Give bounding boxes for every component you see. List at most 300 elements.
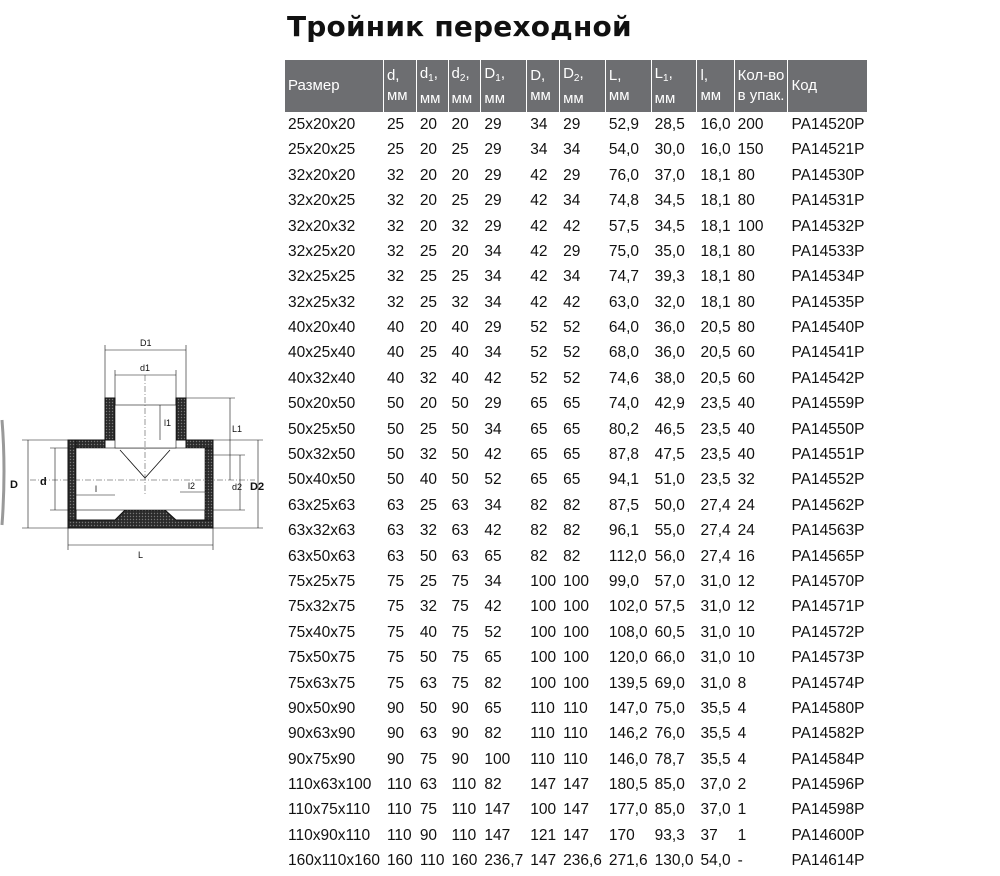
table-cell: 27,4: [700, 496, 731, 514]
table-cell: 82: [530, 522, 548, 540]
table-cell: 40: [737, 420, 755, 438]
column-header-suffix: ,: [395, 67, 400, 84]
table-cell: PA14534P: [791, 268, 865, 286]
table-cell: PA14600P: [791, 826, 865, 844]
table-cell: 85,0: [654, 801, 685, 819]
table-cell: 29: [484, 141, 502, 159]
table-cell: 50x40x50: [288, 471, 356, 489]
table-cell: 40x32x40: [288, 369, 356, 387]
table-cell: PA14521P: [791, 141, 865, 159]
table-cell: 32: [451, 217, 469, 235]
table-row: [285, 620, 867, 645]
table-cell: 29: [484, 115, 502, 133]
table-cell: 120,0: [608, 649, 648, 667]
table-cell: 110: [530, 699, 555, 717]
column-header-suffix: ,: [465, 64, 470, 82]
column-header-unit: мм: [386, 87, 408, 104]
table-cell: 56,0: [654, 547, 685, 565]
label-l2: l2: [188, 481, 196, 491]
column-header-suffix: ,: [500, 64, 505, 82]
table-cell: 65: [530, 420, 548, 438]
column-header-suffix: ,: [541, 67, 546, 84]
column-header-suffix: ,: [703, 67, 708, 84]
table-cell: 57,5: [654, 598, 685, 616]
table-cell: 40: [386, 319, 405, 337]
table-cell: 82: [530, 547, 548, 565]
table-cell: 147: [563, 801, 589, 819]
table-cell: 18,1: [700, 192, 731, 210]
table-cell: 82: [563, 547, 581, 565]
table-cell: PA14598P: [791, 801, 865, 819]
table-row: [285, 848, 867, 873]
table-cell: 25: [419, 242, 438, 260]
label-l: l: [95, 484, 97, 494]
table-cell: 90: [451, 725, 469, 743]
table-cell: 34,5: [654, 217, 685, 235]
edge-mark: [2, 420, 4, 525]
table-cell: 34: [563, 141, 581, 159]
table-cell: 25: [419, 268, 438, 286]
table-cell: 25: [451, 192, 469, 210]
table-cell: 110: [563, 750, 588, 768]
table-cell: 99,0: [608, 572, 640, 590]
table-cell: 29: [484, 217, 502, 235]
column-header-symbol: L: [654, 64, 664, 82]
dimensions-table: [284, 60, 868, 874]
table-row: [285, 645, 867, 670]
table-cell: 42: [484, 598, 502, 616]
table-cell: 74,6: [608, 369, 640, 387]
table-cell: 40: [451, 319, 469, 337]
table-cell: 90: [451, 750, 469, 768]
table-cell: 25: [419, 293, 438, 311]
table-cell: 20,5: [700, 369, 731, 387]
table-cell: 100: [563, 598, 589, 616]
column-header: [285, 60, 383, 112]
table-cell: 25: [419, 344, 438, 362]
table-cell: 23,5: [700, 395, 731, 413]
table-cell: PA14571P: [791, 598, 865, 616]
table-cell: 64,0: [608, 319, 640, 337]
table-cell: 80: [737, 192, 755, 210]
table-cell: 147: [484, 826, 511, 844]
table-cell: 110: [530, 725, 555, 743]
column-header-symbol: Размер: [288, 77, 340, 94]
table-cell: 75: [386, 674, 405, 692]
column-header: [481, 60, 526, 112]
table-cell: 100: [530, 674, 557, 692]
table-cell: 75: [386, 649, 405, 667]
table-cell: 50: [451, 420, 469, 438]
table-cell: 147: [530, 852, 557, 870]
table-cell: 82: [563, 496, 581, 514]
column-header-unit: мм: [419, 89, 441, 107]
column-header: [652, 60, 697, 112]
table-cell: 25x20x25: [288, 141, 356, 159]
table-cell: 29: [484, 319, 502, 337]
table-cell: 75: [419, 801, 438, 819]
table-cell: 236,7: [484, 852, 524, 870]
table-cell: 90x50x90: [288, 699, 356, 717]
table-cell: 65: [530, 395, 548, 413]
table-cell: 110: [451, 826, 477, 844]
table-cell: 75,0: [654, 699, 685, 717]
table-cell: 20: [419, 217, 438, 235]
table-cell: 50: [451, 446, 469, 464]
table-cell: 75: [451, 572, 469, 590]
table-cell: 34: [484, 242, 502, 260]
table-cell: 60: [737, 344, 755, 362]
table-cell: 25: [386, 141, 405, 159]
column-header-subscript: 1: [663, 72, 669, 84]
table-header-row: [285, 60, 867, 112]
table-cell: 100: [530, 572, 557, 590]
table-cell: 4: [737, 699, 747, 717]
column-header: [788, 60, 867, 112]
table-cell: 96,1: [608, 522, 640, 540]
table-cell: 20,5: [700, 344, 731, 362]
table-cell: 50: [419, 547, 438, 565]
label-d: d: [40, 476, 47, 488]
label-L: L: [138, 550, 144, 560]
table-cell: 90: [419, 826, 438, 844]
table-cell: 42: [530, 293, 548, 311]
table-cell: 20: [419, 141, 438, 159]
table-cell: 76,0: [608, 166, 640, 184]
table-cell: 90x63x90: [288, 725, 356, 743]
table-cell: 100: [563, 674, 589, 692]
table-cell: 50: [386, 471, 405, 489]
column-header-unit: мм: [654, 89, 676, 107]
table-cell: 236,6: [563, 852, 602, 870]
table-cell: 42: [530, 268, 548, 286]
table-cell: 37: [700, 826, 718, 844]
table-cell: 20: [419, 395, 438, 413]
table-cell: 80: [737, 242, 755, 260]
table-cell: 65: [563, 420, 581, 438]
table-cell: 65: [530, 446, 548, 464]
table-cell: 50: [451, 471, 469, 489]
table-cell: PA14540P: [791, 319, 865, 337]
table-cell: 50x20x50: [288, 395, 356, 413]
table-row: [285, 391, 867, 416]
table-cell: 63: [451, 496, 469, 514]
table-cell: 52: [530, 369, 548, 387]
table-cell: -: [737, 852, 743, 870]
table-cell: 63x25x63: [288, 496, 356, 514]
table-cell: 40: [451, 369, 469, 387]
table-cell: 29: [563, 166, 581, 184]
table-cell: 63: [386, 522, 405, 540]
table-cell: 100: [530, 598, 557, 616]
table-cell: 90x75x90: [288, 750, 356, 768]
table-cell: 75: [386, 623, 405, 641]
table-cell: 34: [563, 192, 581, 210]
table-row: [285, 112, 867, 137]
table-body: [285, 112, 867, 874]
table-cell: 32: [386, 242, 405, 260]
table-cell: PA14572P: [791, 623, 865, 641]
table-cell: 20: [451, 166, 469, 184]
table-cell: 1: [737, 801, 747, 819]
table-cell: 82: [563, 522, 581, 540]
table-cell: 65: [530, 471, 548, 489]
table-cell: 112,0: [608, 547, 647, 565]
table-cell: 8: [737, 674, 747, 692]
column-header-symbol: Код: [791, 77, 817, 94]
table-cell: 80: [737, 293, 755, 311]
column-header-symbol: d: [451, 64, 460, 82]
column-header: [560, 60, 605, 112]
table-cell: 110x90x110: [288, 826, 371, 844]
table-cell: 34: [530, 141, 548, 159]
table-cell: 40x25x40: [288, 344, 356, 362]
table-cell: 42: [563, 217, 581, 235]
table-cell: 32: [386, 192, 405, 210]
column-header: [449, 60, 481, 112]
table-cell: 40: [737, 446, 755, 464]
table-cell: 37,0: [654, 166, 685, 184]
table-cell: 23,5: [700, 446, 731, 464]
table-cell: 100: [563, 649, 589, 667]
table-cell: 32x20x20: [288, 166, 356, 184]
table-row: [285, 341, 867, 366]
table-cell: PA14573P: [791, 649, 865, 667]
table-cell: 150: [737, 141, 764, 159]
table-cell: 160: [386, 852, 413, 870]
table-row: [285, 264, 867, 289]
table-cell: 75: [419, 750, 438, 768]
table-cell: 34: [484, 496, 502, 514]
table-cell: 20: [419, 115, 438, 133]
table-cell: 65: [484, 699, 502, 717]
table-cell: 68,0: [608, 344, 640, 362]
table-cell: 24: [737, 522, 755, 540]
table-cell: 38,0: [654, 369, 685, 387]
table-cell: 78,7: [654, 750, 685, 768]
table-cell: 4: [737, 750, 747, 768]
table-cell: 36,0: [654, 319, 685, 337]
table-cell: 39,3: [654, 268, 685, 286]
table-cell: 74,0: [608, 395, 640, 413]
table-cell: 34: [484, 293, 502, 311]
table-cell: 35,5: [700, 725, 731, 743]
table-cell: 80,2: [608, 420, 640, 438]
table-cell: 50,0: [654, 496, 685, 514]
page-title: Тройник переходной: [287, 10, 632, 43]
table-cell: 42: [484, 446, 502, 464]
table-cell: 160: [451, 852, 478, 870]
table-cell: 139,5: [608, 674, 648, 692]
table-cell: 25: [419, 496, 438, 514]
table-cell: 75: [451, 649, 469, 667]
table-cell: 87,5: [608, 496, 640, 514]
column-header: [735, 60, 788, 112]
table-cell: 34: [484, 420, 502, 438]
table-cell: 63: [419, 776, 438, 794]
table-cell: 25: [386, 115, 405, 133]
table-cell: PA14552P: [791, 471, 865, 489]
column-header-symbol: D: [563, 64, 574, 82]
table-cell: 16,0: [700, 141, 731, 159]
table-cell: 147,0: [608, 699, 648, 717]
table-cell: 75: [451, 623, 469, 641]
table-cell: 29: [563, 242, 581, 260]
column-header-subscript: 2: [573, 72, 580, 84]
table-cell: PA14580P: [791, 699, 865, 717]
column-header-symbol: l: [700, 67, 704, 84]
table-cell: 63,0: [608, 293, 640, 311]
label-D: D: [10, 479, 18, 491]
table-cell: 69,0: [654, 674, 685, 692]
table-cell: 25: [419, 572, 438, 590]
table-cell: PA14565P: [791, 547, 865, 565]
table-cell: 146,2: [608, 725, 648, 743]
column-header-unit: мм: [563, 89, 584, 107]
table-cell: PA14614P: [791, 852, 865, 870]
table-cell: 32: [386, 166, 405, 184]
column-header-subscript: 1: [428, 72, 434, 84]
table-cell: 65: [484, 547, 502, 565]
table-cell: 110: [563, 699, 588, 717]
table-row: [285, 823, 867, 848]
table-cell: 170: [608, 826, 635, 844]
table-row: [285, 442, 867, 467]
table-cell: 42: [530, 217, 548, 235]
table-cell: 75x32x75: [288, 598, 356, 616]
table-cell: 121: [530, 826, 557, 844]
column-header-symbol: D: [530, 67, 542, 84]
column-header-symbol: Кол-во: [737, 67, 785, 84]
table-cell: 32x20x32: [288, 217, 356, 235]
table-cell: 42,9: [654, 395, 685, 413]
column-header-suffix: ,: [579, 64, 584, 82]
table-cell: 20: [419, 166, 438, 184]
column-header-subscript: 1: [495, 72, 501, 84]
table-row: [285, 290, 867, 315]
table-cell: 52,9: [608, 115, 640, 133]
table-cell: 75x40x75: [288, 623, 356, 641]
table-cell: 32: [451, 293, 469, 311]
table-cell: 63: [386, 496, 405, 514]
table-cell: 18,1: [700, 242, 731, 260]
table-cell: 66,0: [654, 649, 685, 667]
column-header-symbol: L: [608, 67, 618, 84]
table-cell: 87,8: [608, 446, 640, 464]
table-cell: 75: [451, 598, 469, 616]
table-cell: PA14563P: [791, 522, 865, 540]
table-cell: 32: [386, 268, 405, 286]
table-cell: 50: [451, 395, 469, 413]
table-cell: 40: [386, 344, 405, 362]
table-cell: 32x25x25: [288, 268, 356, 286]
column-header-suffix: ,: [617, 67, 622, 84]
table-cell: 23,5: [700, 420, 731, 438]
table-cell: 63: [419, 725, 438, 743]
table-cell: 50: [419, 649, 438, 667]
table-cell: 63x50x63: [288, 547, 356, 565]
table-cell: 23,5: [700, 471, 731, 489]
table-cell: PA14541P: [791, 344, 865, 362]
table-cell: 147: [563, 776, 589, 794]
table-cell: 94,1: [608, 471, 640, 489]
table-cell: 102,0: [608, 598, 648, 616]
label-l1: l1: [164, 418, 172, 428]
table-cell: 65: [484, 649, 502, 667]
table-cell: 90: [386, 750, 405, 768]
table-row: [285, 721, 867, 746]
table-cell: 110: [451, 776, 477, 794]
table-cell: PA14532P: [791, 217, 865, 235]
table-cell: 52: [530, 344, 548, 362]
column-header-unit: мм: [530, 87, 551, 104]
table-cell: 57,0: [654, 572, 685, 590]
table-cell: 28,5: [654, 115, 685, 133]
table-cell: 10: [737, 649, 755, 667]
table-cell: 32: [419, 369, 438, 387]
table-cell: 10: [737, 623, 755, 641]
table-cell: 27,4: [700, 547, 731, 565]
table-cell: 32: [737, 471, 755, 489]
table-cell: 32: [419, 598, 438, 616]
table-cell: 24: [737, 496, 755, 514]
table-cell: 12: [737, 598, 755, 616]
table-cell: 37,0: [700, 776, 731, 794]
table-cell: 52: [484, 623, 502, 641]
table-cell: 90: [386, 699, 405, 717]
table-cell: 54,0: [700, 852, 731, 870]
table-row: [285, 696, 867, 721]
table-cell: PA14574P: [791, 674, 865, 692]
table-cell: 20: [451, 115, 469, 133]
table-cell: 37,0: [700, 801, 731, 819]
table-cell: 42: [530, 242, 548, 260]
table-cell: 25: [451, 268, 469, 286]
table-cell: 40x20x40: [288, 319, 356, 337]
table-cell: 25: [419, 420, 438, 438]
table-cell: 12: [737, 572, 755, 590]
table-cell: 54,0: [608, 141, 640, 159]
table-cell: PA14562P: [791, 496, 865, 514]
table-cell: 29: [563, 115, 581, 133]
table-cell: 75x63x75: [288, 674, 356, 692]
table-cell: 52: [563, 344, 581, 362]
column-header: [527, 60, 559, 112]
table-cell: 34: [484, 344, 502, 362]
column-header-symbol: D: [484, 64, 496, 82]
table-cell: 108,0: [608, 623, 648, 641]
table-cell: 147: [484, 801, 511, 819]
table-cell: 35,5: [700, 750, 731, 768]
table-cell: 32x25x20: [288, 242, 356, 260]
table-cell: 2: [737, 776, 747, 794]
table-cell: 90: [451, 699, 469, 717]
table-cell: PA14542P: [791, 369, 865, 387]
table-cell: 4: [737, 725, 747, 743]
table-cell: 25x20x20: [288, 115, 356, 133]
table-cell: 40: [419, 623, 438, 641]
table-cell: 110: [451, 801, 477, 819]
table-cell: PA14551P: [791, 446, 865, 464]
table-cell: 50: [386, 446, 405, 464]
table-cell: 52: [484, 471, 502, 489]
table-cell: 146,0: [608, 750, 648, 768]
column-header: [606, 60, 651, 112]
table-cell: 50: [386, 420, 405, 438]
table-cell: 65: [563, 471, 581, 489]
column-header: [697, 60, 733, 112]
table-cell: 35,0: [654, 242, 685, 260]
